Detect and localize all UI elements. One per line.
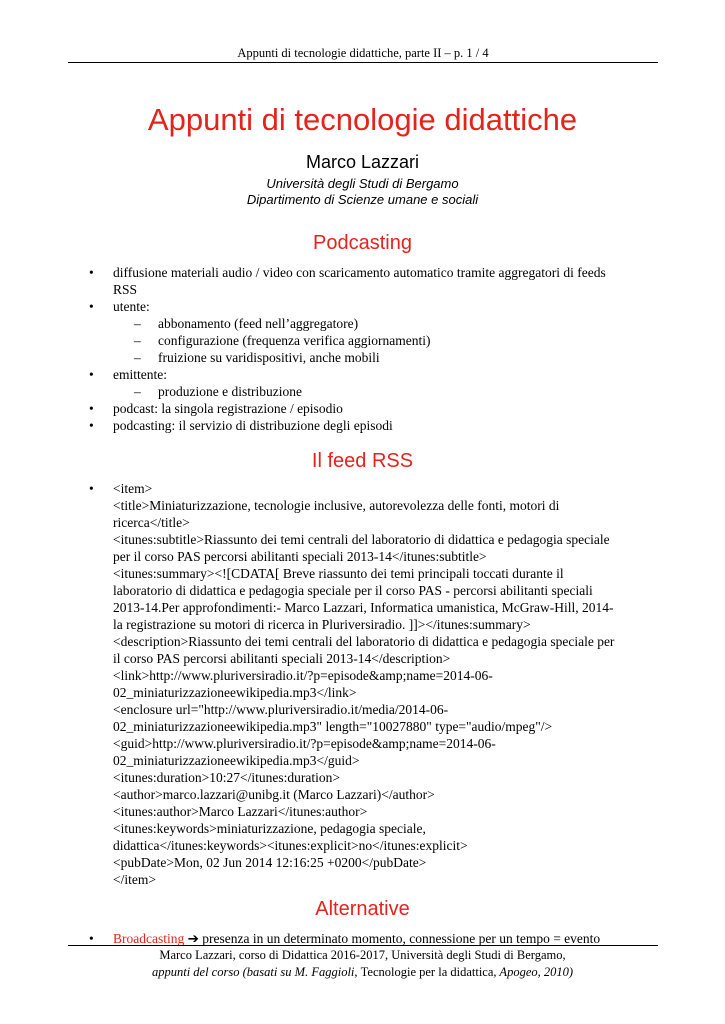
list-line <box>0 667 725 684</box>
list-line <box>0 735 725 752</box>
list-line <box>0 820 725 837</box>
bullet: • <box>89 931 94 946</box>
list-line <box>0 315 725 332</box>
list-line <box>0 548 725 565</box>
list-line <box>0 752 725 769</box>
list-line <box>0 718 725 735</box>
list-line <box>0 531 725 548</box>
sub-bullet-dash: – <box>134 333 141 348</box>
list-line <box>0 837 725 854</box>
list-line <box>0 786 725 803</box>
footer-line-2-start: appunti del corso (basati su M. Faggioli, <box>151 965 361 979</box>
list-line <box>0 383 725 400</box>
footer-book-title: Tecnologie per la didattica <box>360 965 494 979</box>
item-text: 02_miniaturizzazioneewikipedia.mp3</guid> <box>113 753 360 768</box>
author-name: Marco Lazzari <box>305 152 420 172</box>
item-text: la registrazione su motori di ricerca in Pluriversiradio. ]]></itunes:summary> <box>113 617 531 632</box>
item-text: 2013-14.Per approfondimenti:- Marco Lazzari, Informatica umanistica, McGraw-Hill, 2014- <box>113 600 614 615</box>
item-text: <link>http://www.pluriversiradio.it/?p=episode&amp;name=2014-06- <box>113 668 493 683</box>
list-line <box>0 264 725 281</box>
footer-line-2 <box>0 965 725 980</box>
item-text: <description>Riassunto dei temi centrali del laboratorio di didattica e pedagogia speciale per <box>113 634 615 649</box>
department-name: Dipartimento di Scienze umane e sociali <box>246 192 479 207</box>
university-name: Università degli Studi di Bergamo <box>266 176 459 191</box>
list-line <box>0 514 725 531</box>
item-text: 02_miniaturizzazioneewikipedia.mp3" length="10027880" type="audio/mpeg"/> <box>113 719 553 734</box>
footer-line-2-end: , Apogeo, 2010) <box>493 965 574 979</box>
list-line <box>0 582 725 599</box>
item-text: <itunes:keywords>miniaturizzazione, pedagogia speciale, <box>113 821 426 836</box>
item-text: utente: <box>113 299 150 314</box>
item-text: podcasting: il servizio di distribuzione degli episodi <box>113 418 393 433</box>
alternative-description: presenza in un determinato momento, connessione per un tempo = evento <box>202 931 601 946</box>
list-line <box>0 650 725 667</box>
sub-bullet-dash: – <box>134 350 141 365</box>
item-text: il corso PAS percorsi abilitanti speciali 2013-14</description> <box>113 651 451 666</box>
sub-item-text: abbonamento (feed nell’aggregatore) <box>158 316 359 331</box>
item-text: 02_miniaturizzazioneewikipedia.mp3</link> <box>113 685 357 700</box>
list-line <box>0 871 725 888</box>
list-line <box>0 803 725 820</box>
section-heading-feed-rss: Il feed RSS <box>311 450 414 472</box>
bullet: • <box>89 481 94 496</box>
item-text: <title>Miniaturizzazione, tecnologie inclusive, autorevolezza delle fonti, motori di <box>113 498 560 513</box>
section-heading-podcasting: Podcasting <box>313 232 412 254</box>
list-line <box>0 769 725 786</box>
item-text: <pubDate>Mon, 02 Jun 2014 12:16:25 +0200</pubDate> <box>113 855 427 870</box>
list-line <box>0 854 725 871</box>
list-line <box>0 599 725 616</box>
header-rule <box>68 62 658 63</box>
list-line <box>0 366 725 383</box>
list-line <box>0 349 725 366</box>
bullet: • <box>89 299 94 314</box>
list-line <box>0 497 725 514</box>
bullet: • <box>89 418 94 433</box>
bullet: • <box>89 367 94 382</box>
item-text: laboratorio di didattica e pedagogia speciale per il corso PAS - percorsi abilitanti speciali <box>113 583 593 598</box>
item-text: podcast: la singola registrazione / episodio <box>113 401 343 416</box>
right-arrow-icon: ➔ <box>187 931 199 946</box>
item-text: </item> <box>113 872 156 887</box>
section-heading-alternative: Alternative <box>315 898 410 920</box>
list-line <box>0 480 725 497</box>
bullet: • <box>89 401 94 416</box>
list-line <box>0 684 725 701</box>
item-text: <itunes:author>Marco Lazzari</itunes:author> <box>113 804 368 819</box>
item-text: <itunes:duration>10:27</itunes:duration> <box>113 770 340 785</box>
item-text: <enclosure url="http://www.pluriversiradio.it/media/2014-06- <box>113 702 449 717</box>
sub-bullet-dash: – <box>134 316 141 331</box>
list-line <box>0 417 725 434</box>
list-line <box>0 400 725 417</box>
footer-rule <box>68 945 658 946</box>
sub-bullet-dash: – <box>134 384 141 399</box>
item-text: <author>marco.lazzari@unibg.it (Marco Lazzari)</author> <box>113 787 435 802</box>
document-title: Appunti di tecnologie didattiche <box>147 102 578 137</box>
sub-item-text: fruizione su varidispositivi, anche mobili <box>158 350 380 365</box>
list-line <box>0 298 725 315</box>
item-text: <itunes:summary><![CDATA[ Breve riassunto dei temi principali toccati durante il <box>113 566 564 581</box>
bullet: • <box>89 265 94 280</box>
page-header: Appunti di tecnologie didattiche, parte II – p. 1 / 4 <box>237 46 489 60</box>
item-text: per il corso PAS percorsi abilitanti speciali 2013-14</itunes:subtitle> <box>113 549 487 564</box>
sub-item-text: produzione e distribuzione <box>158 384 302 399</box>
list-line <box>0 565 725 582</box>
item-text: RSS <box>113 282 138 297</box>
item-text: <item> <box>113 481 153 496</box>
item-text: <itunes:subtitle>Riassunto dei temi centrali del laboratorio di didattica e pedagogia speciale <box>113 532 610 547</box>
list-line <box>0 281 725 298</box>
list-line <box>0 616 725 633</box>
list-line <box>0 633 725 650</box>
sub-item-text: configurazione (frequenza verifica aggiornamenti) <box>158 333 431 348</box>
rss-code-list <box>0 480 725 888</box>
item-text: diffusione materiali audio / video con scaricamento automatico tramite aggregatori di feeds <box>113 265 606 280</box>
list-line <box>0 332 725 349</box>
item-text: didattica</itunes:keywords><itunes:explicit>no</itunes:explicit> <box>113 838 468 853</box>
footer-line-1: Marco Lazzari, corso di Didattica 2016-2017, Università degli Studi di Bergamo, <box>159 948 566 962</box>
item-text: ricerca</title> <box>113 515 190 530</box>
broadcasting-term: Broadcasting <box>113 931 185 946</box>
podcasting-list <box>0 264 725 434</box>
item-text: emittente: <box>113 367 167 382</box>
list-line <box>0 701 725 718</box>
item-text: <guid>http://www.pluriversiradio.it/?p=episode&amp;name=2014-06- <box>113 736 496 751</box>
